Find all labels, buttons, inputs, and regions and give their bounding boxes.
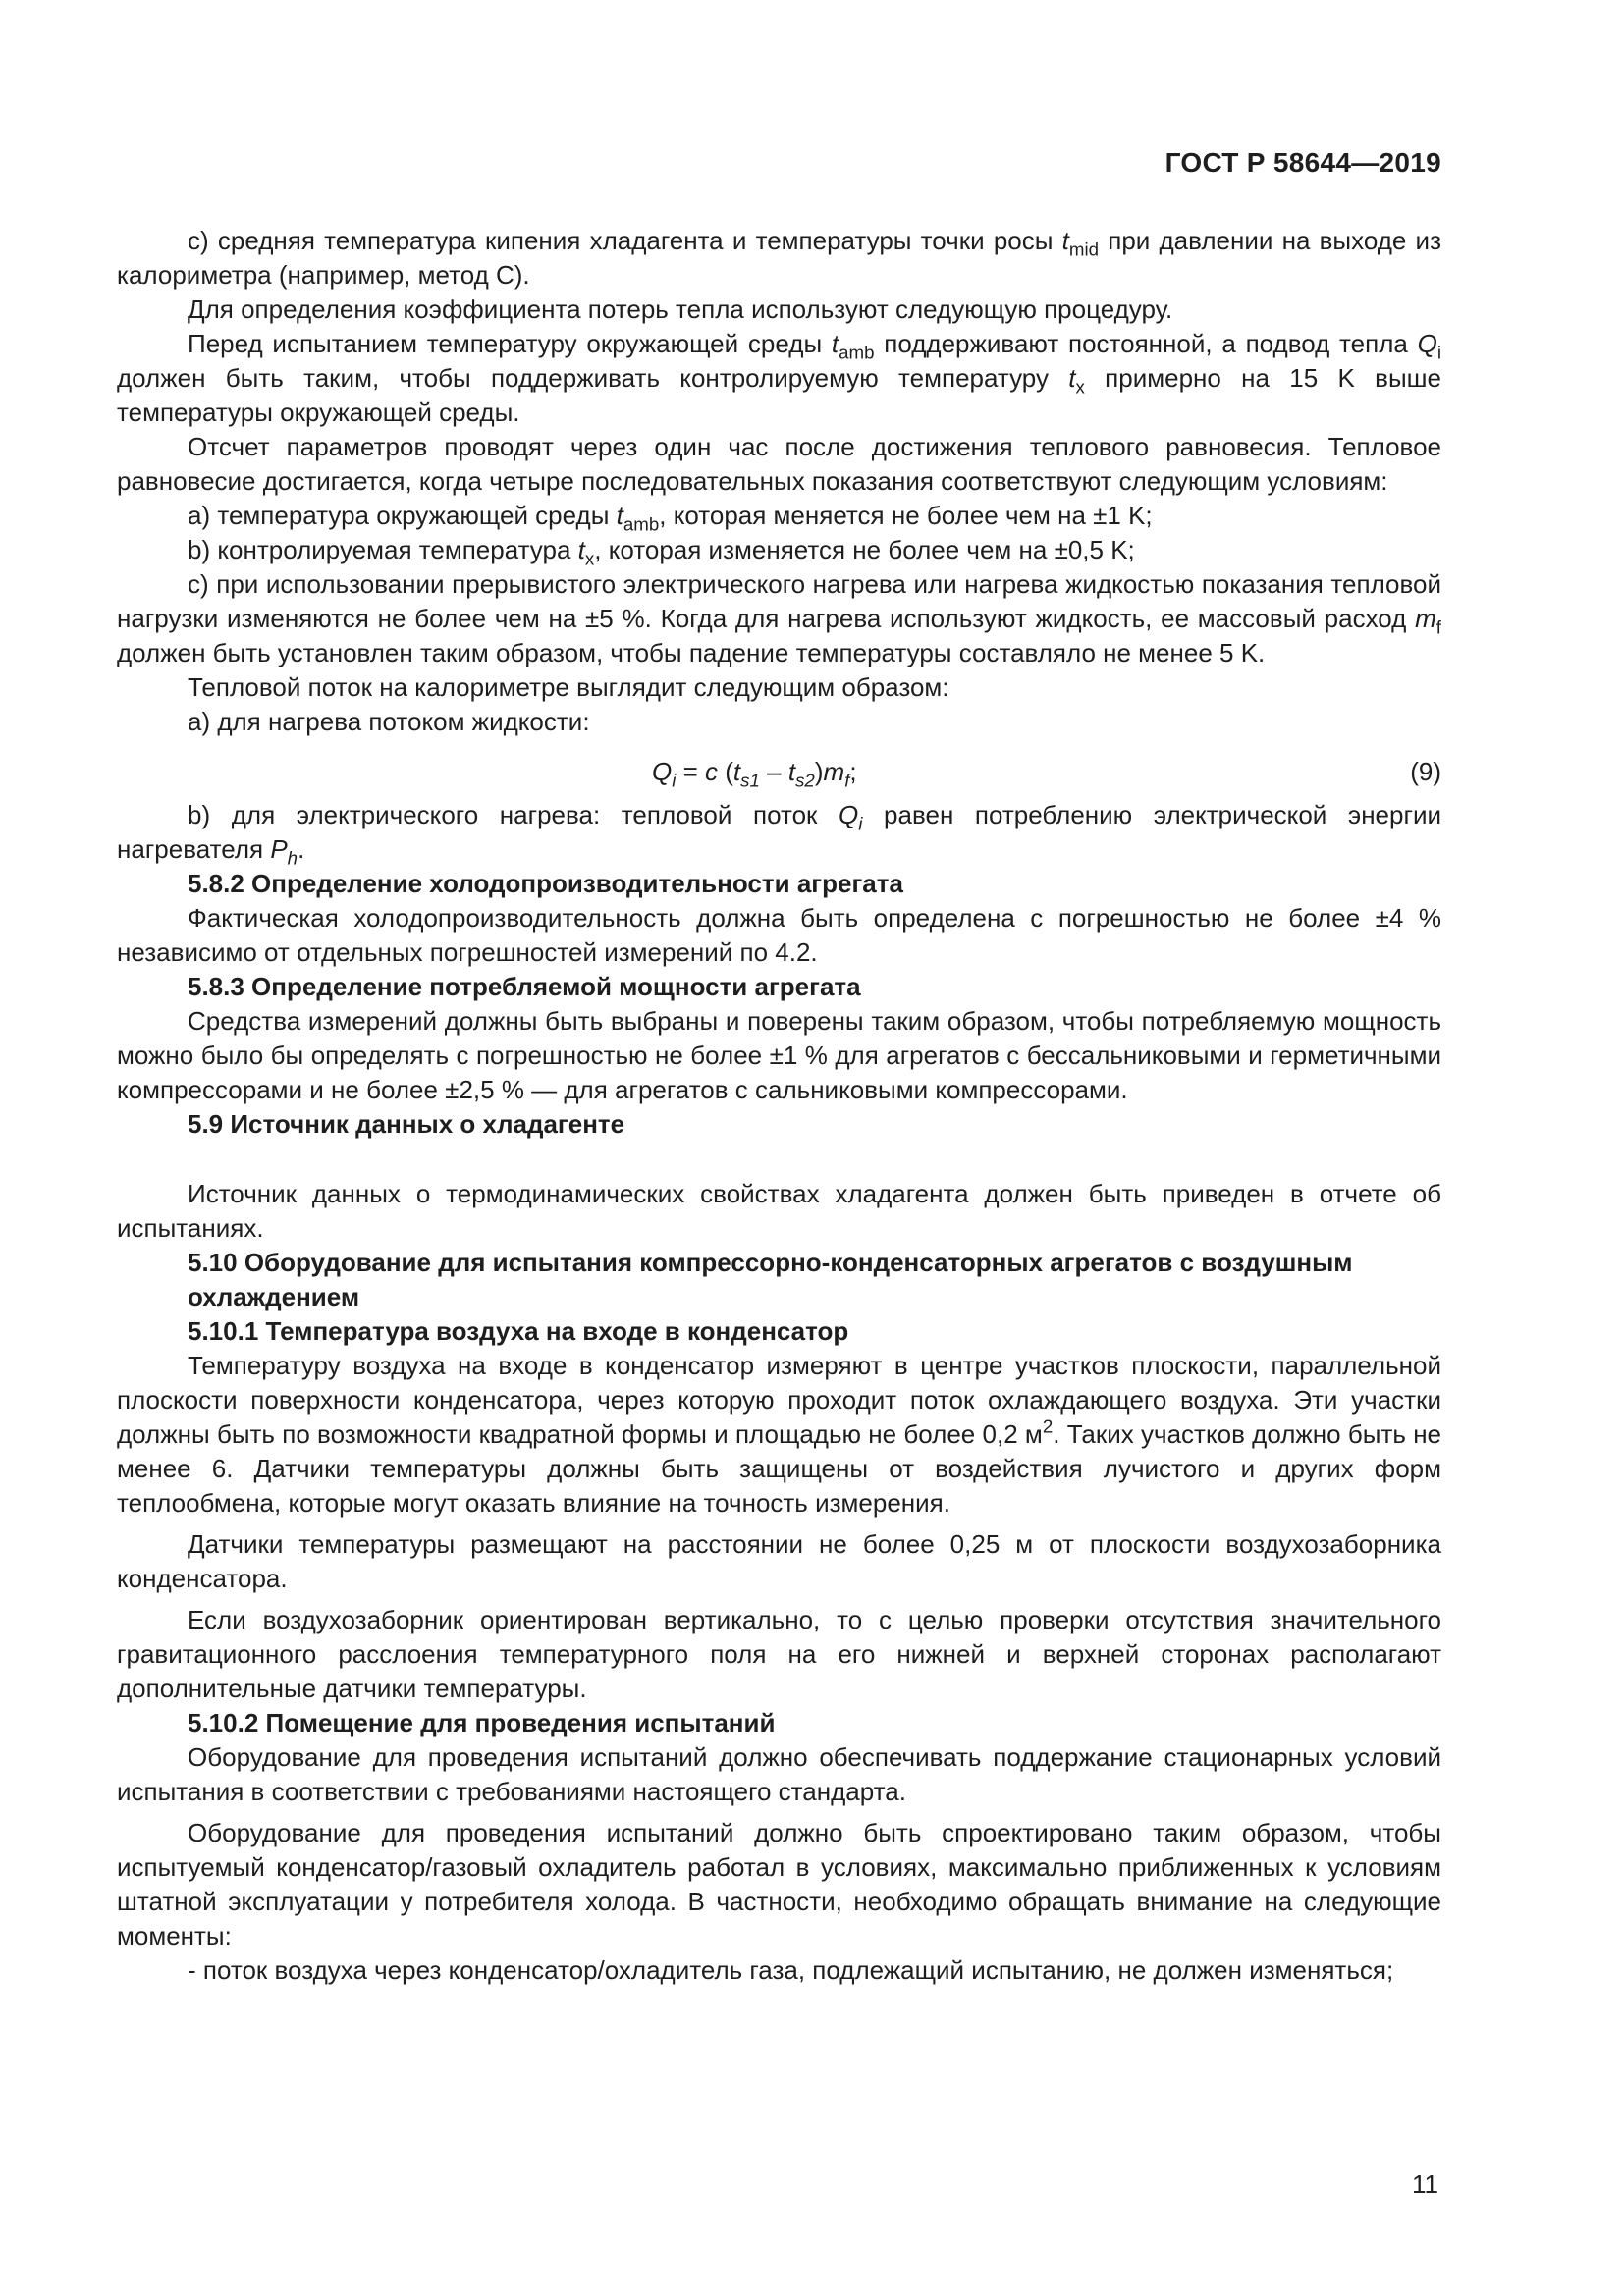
list-item-c-heating-load: c) при использовании прерывистого электрического нагрева или нагрева жидкостью показания тепловой нагрузки изменяются не более чем на ±5 %. Когда для нагрева используют жидкость, ее массовый расход $m_f$ должен быть установлен таким образом, чтобы падение температуры составляло не менее 5 K. <box>117 569 1441 667</box>
paragraph-thermal-equilibrium: Отсчет параметров проводят через один час после достижения теплового равновесия. Тепловое равновесие достигается, когда четыре последовательных показания соответствуют следующим условиям: <box>117 432 1441 496</box>
paragraph-test-room-equipment: Оборудование для проведения испытаний должно обеспечивать поддержание стационарных условий испытания в соответствии с требованиями настоящего стандарта. <box>117 1742 1441 1806</box>
paragraph-refrigerant-data: Источник данных о термодинамических свойствах хладагента должен быть приведен в отчете об испытаниях. <box>117 1179 1441 1243</box>
paragraph-ambient-temperature: Перед испытанием температуру окружающей среды $t_{amb}$ поддерживают постоянной, а подвод тепла $Q_i$ должен быть таким, чтобы поддерживать контролируемую температуру $t_x$ примерно на 15 K выше температуры окружающей среды. <box>117 329 1441 427</box>
paragraph-cooling-capacity: Фактическая холодопроизводительность должна быть определена с погрешностью не более ±4 % независимо от отдельных погрешностей измерений по 4.2. <box>117 903 1441 967</box>
list-item-b-controlled-temperature: b) контролируемая температура $t_x$, которая изменяется не более чем на ±0,5 K; <box>188 535 1135 569</box>
page-number: 11 <box>1412 2169 1438 2199</box>
list-item-airflow: - поток воздуха через конденсатор/охладитель газа, подлежащий испытанию, не должен изменяться; <box>188 1955 1394 1985</box>
paragraph-vertical-intake: Если воздухозаборник ориентирован вертикально, то с целью проверки отсутствия значительного гравитационного расслоения температурного поля на его нижней и верхней сторонах располагают дополнительные датчики температуры. <box>117 1605 1441 1703</box>
section-heading-5-10-2: 5.10.2 Помещение для проведения испытаний <box>188 1708 776 1737</box>
list-item-b-electric-heating: b) для электрического нагрева: тепловой поток $Q_i$ равен потреблению электрической энергии нагревателя $P_h$. <box>117 800 1442 869</box>
document-header: ГОСТ Р 58644—2019 <box>1164 147 1441 178</box>
paragraph-item-c-boiling-temperature: c) средняя температура кипения хладагента и температуры точки росы $t_{mid}$ при давлении на выходе из калориметра (например, метод С). <box>117 226 1441 290</box>
paragraph-heat-loss-procedure: Для определения коэффициента потерь тепла используют следующую процедуру. <box>188 294 1173 324</box>
formula-number: (9) <box>1410 757 1441 786</box>
page-body <box>117 224 1441 1988</box>
paragraph-heat-flow-intro: Тепловой поток на калориметре выглядит следующим образом: <box>188 672 949 702</box>
section-heading-5-8-2: 5.8.2 Определение холодопроизводительности агрегата <box>188 869 903 898</box>
section-heading-5-10: 5.10 Оборудование для испытания компрессорно-конденсаторных агрегатов с воздушным охлаждением <box>188 1248 1353 1311</box>
list-item-a-ambient: a) температура окружающей среды $t_{amb}$, которая меняется не более чем на ±1 K; <box>188 501 1153 535</box>
formula-expression: $Q_i = c$ $(t_{s1} - t_{s2})m_f$; <box>652 757 857 791</box>
list-item-a-liquid-heating: a) для нагрева потоком жидкости: <box>188 707 590 736</box>
formula-9 <box>117 751 1441 794</box>
paragraph-air-inlet-measurement: Температуру воздуха на входе в конденсатор измеряют в центре участков плоскости, параллельной плоскости поверхности конденсатора, через которую проходит поток охлаждающего воздуха. Эти участки должны быть по возможности квадратной формы и площадью не более 0,2 $м^2$. Таких участков должно быть не менее 6. Датчики температуры должны быть защищены от воздействия лучистого и других форм теплообмена, которые могут оказать влияние на точность измерения. <box>117 1351 1442 1518</box>
section-heading-5-9: 5.9 Источник данных о хладагенте <box>188 1109 625 1139</box>
paragraph-sensor-placement: Датчики температуры размещают на расстоянии не более 0,25 м от плоскости воздухозаборника конденсатора. <box>117 1529 1441 1593</box>
section-heading-5-10-1: 5.10.1 Температура воздуха на входе в конденсатор <box>188 1316 849 1346</box>
paragraph-test-equipment-design: Оборудование для проведения испытаний должно быть спроектировано таким образом, чтобы испытуемый конденсатор/газовый охладитель работал в условиях, максимально приближенных к условиям штатной эксплуатации у потребителя холода. В частности, необходимо обращать внимание на следующие моменты: <box>117 1818 1441 1950</box>
section-heading-5-8-3: 5.8.3 Определение потребляемой мощности агрегата <box>188 972 861 1001</box>
paragraph-power-consumption: Средства измерений должны быть выбраны и поверены таким образом, чтобы потребляемую мощность можно было бы определять с погрешностью не более ±1 % для агрегатов с бессальниковыми и герметичными компрессорами и не более ±2,5 % — для агрегатов с сальниковыми компрессорами. <box>117 1006 1441 1104</box>
